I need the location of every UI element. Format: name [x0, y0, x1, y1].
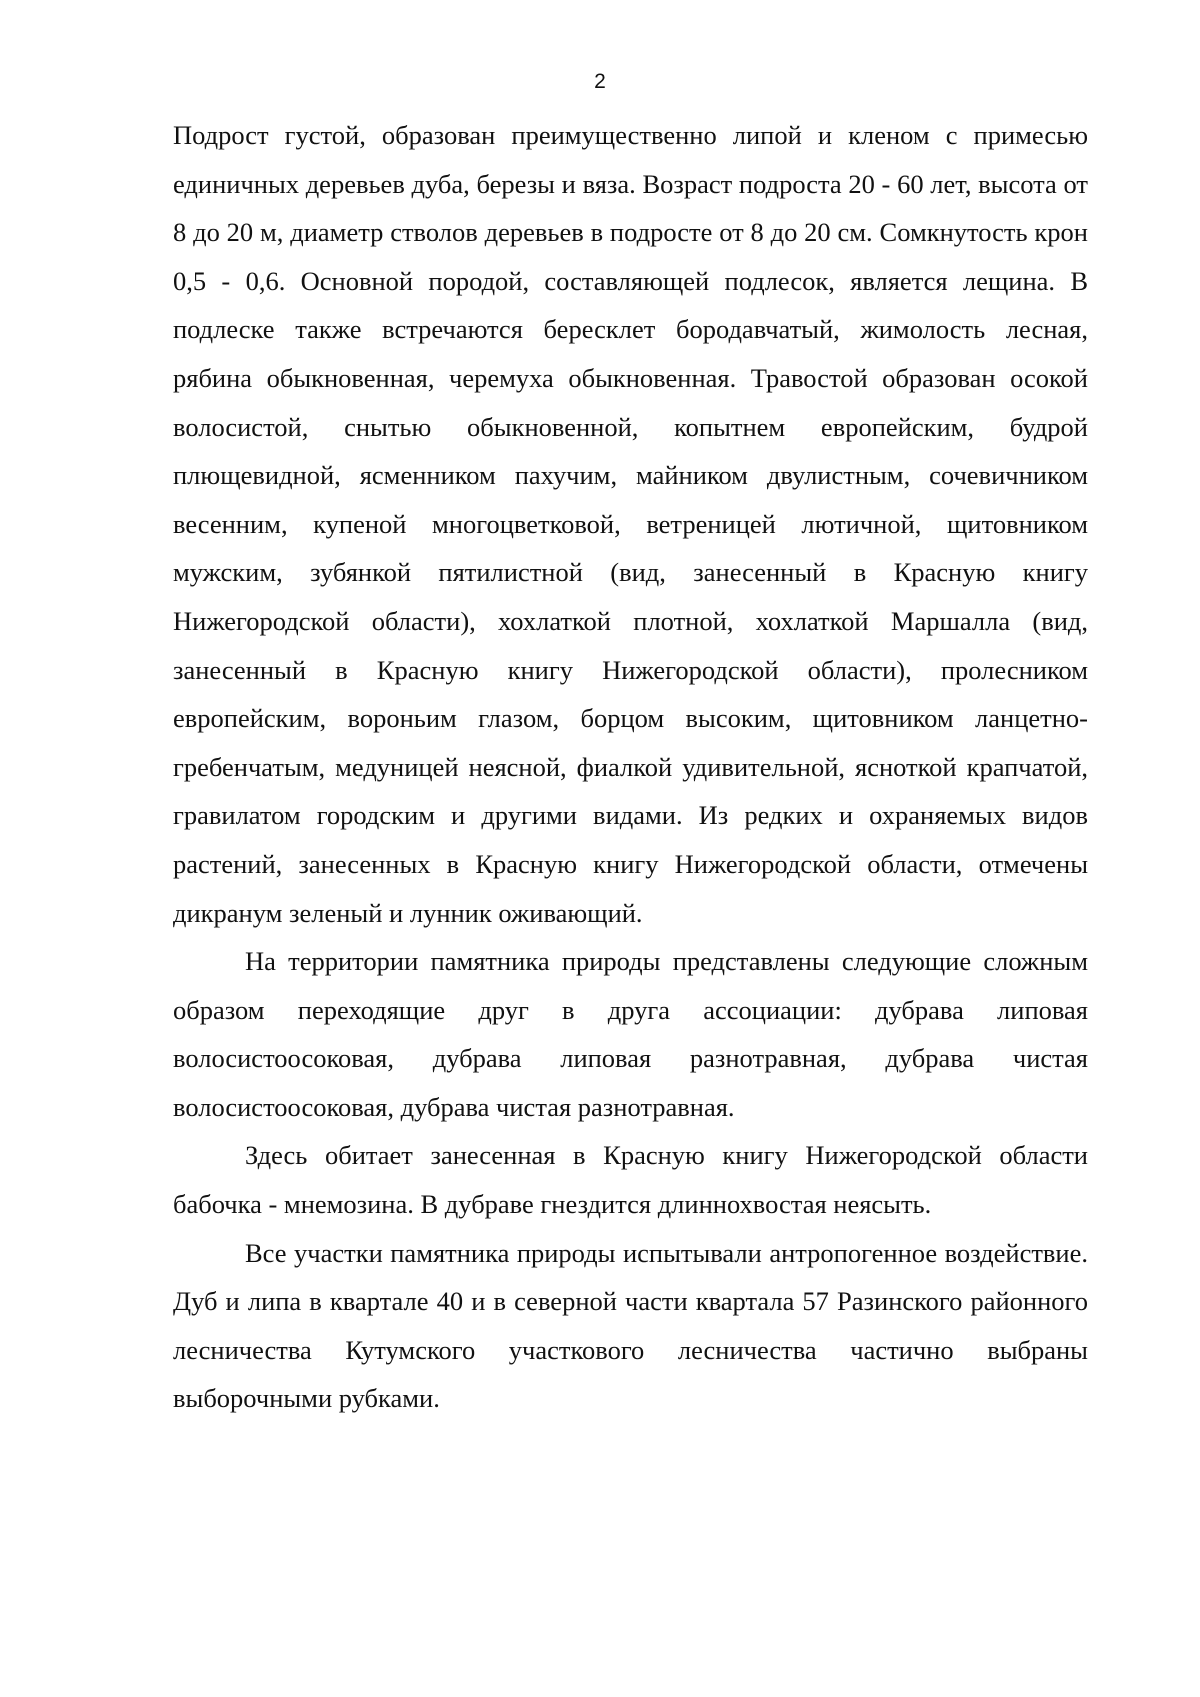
body-text [173, 111, 1088, 1423]
paragraph-associations: На территории памятника природы представлены следующие сложным образом переходящие друг в друга ассоциации: дубрава липовая волосистоосоковая, дубрава липовая разнотравная, дубрава чистая волосистоосоковая, дубрава чистая разнотравная. [173, 946, 1088, 1122]
paragraph-undergrowth: Подрост густой, образован преимущественно липой и кленом с примесью единичных деревьев дуба, березы и вяза. Возраст подроста 20 - 60 лет, высота от 8 до 20 м, диаметр стволов деревьев в подросте от 8 до 20 см. Сомкнутость крон 0,5 - 0,6. Основной породой, составляющей подлесок, является лещина. В подлеске также встречаются бересклет бородавчатый, жимолость лесная, рябина обыкновенная, черемуха обыкновенная. Травостой образован осокой волосистой, снытью обыкновенной, копытнем европейским, будрой плющевидной, ясменником пахучим, майником двулистным, сочевичником весенним, купеной многоцветковой, ветреницей лютичной, щитовником мужским, зубянкой пятилистной (вид, занесенный в Красную книгу Нижегородской области), хохлаткой плотной, хохлаткой Маршалла (вид, занесенный в Красную книгу Нижегородской области), пролесником европейским, вороньим глазом, борцом высоким, щитовником ланцетно-гребенчатым, медуницей неясной, фиалкой удивительной, ясноткой крапчатой, гравилатом городским и другими видами. Из редких и охраняемых видов растений, занесенных в Красную книгу Нижегородской области, отмечены дикранум зеленый и лунник оживающий. [173, 120, 1088, 928]
paragraph-fauna: Здесь обитает занесенная в Красную книгу Нижегородской области бабочка - мнемозина. В дубраве гнездится длиннохвостая неясыть. [173, 1140, 1088, 1220]
page-number: 2 [594, 70, 606, 93]
paragraph-anthropogenic-impact: Все участки памятника природы испытывали антропогенное воздействие. Дуб и липа в квартале 40 и в северной части квартала 57 Разинского районного лесничества Кутумского участкового лесничества частично выбраны выборочными рубками. [173, 1237, 1088, 1414]
